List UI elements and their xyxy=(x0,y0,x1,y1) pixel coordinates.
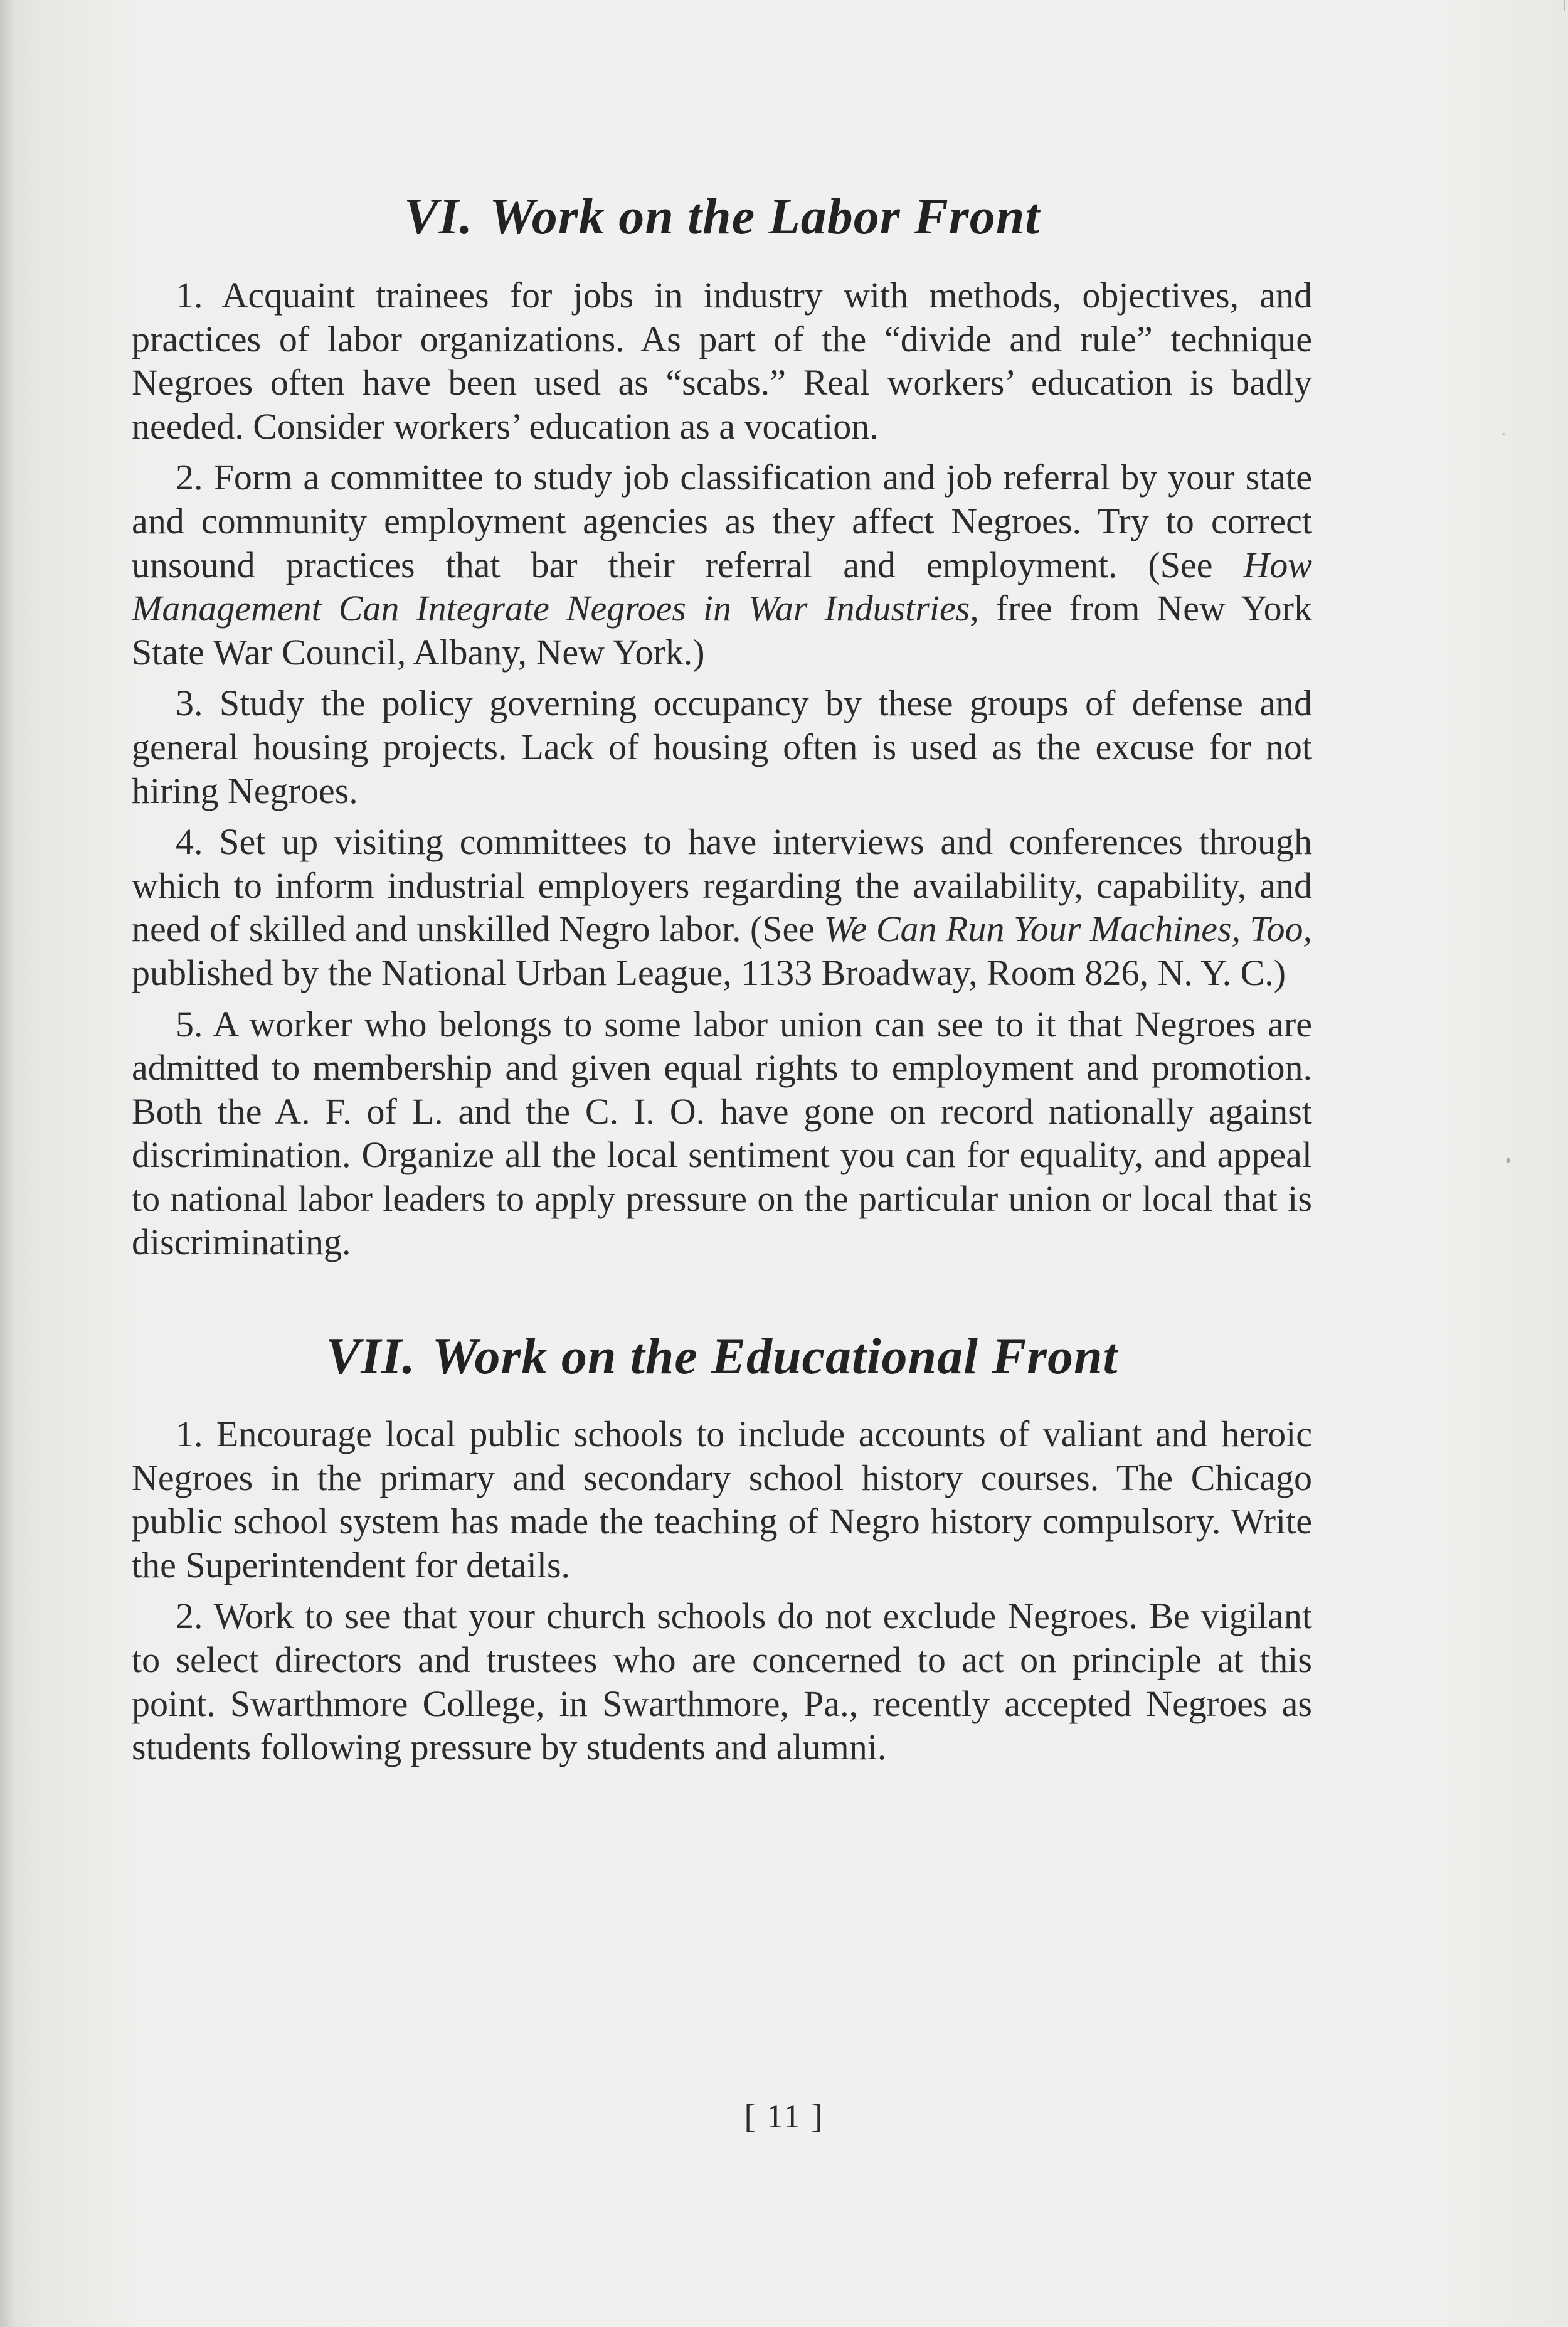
education-item-2: 2. Work to see that your church schools do not exclude Negroes. Be vigilant to select directors and trustees who are concerned to act on principle at this point. Swarthmore College, in Swarthmore, Pa., recently accepted Negroes as students following pressure by students and alumni. xyxy=(132,1595,1312,1768)
labor-item-5: 5. A worker who belongs to some labor union can see to it that Negroes are admitted to membership and given equal rights to employment and promotion. Both the A. F. of L. and the C. I. O. have gone on record nationally against discrimination. Organize all the local sentiment you can for equality, and appeal to national labor leaders to apply pressure on the particular union or local that is discriminating. xyxy=(132,1003,1312,1263)
labor-item-3: 3. Study the policy governing occupancy by these groups of defense and general housing projects. Lack of housing often is used as the excuse for not hiring Negroes. xyxy=(132,683,1312,811)
labor-item-4: 4. Set up visiting committees to have interviews and conferences through which to inform industrial employers regarding the availability, capability, and need of skilled and unskilled Negro labor. (See We Can Run Your Machines, Too, published by the National Urban League, 1133 Broadway, Room 826, N. Y. C.) xyxy=(132,821,1312,993)
section-heading-labor-front xyxy=(132,182,1312,251)
section-title: Work on the Educational Front xyxy=(432,1328,1118,1385)
page-number: [ 11 ] xyxy=(744,2097,824,2135)
publication-title: How Management Can Integrate Negroes in War Industries, xyxy=(132,544,1312,629)
section-heading-educational-front xyxy=(132,1322,1312,1391)
paper-speck xyxy=(1564,0,1565,11)
labor-item-1: 1. Acquaint trainees for jobs in industry with methods, objectives, and practices of labor organizations. As part of the “divide and rule” technique Negroes often have been used as “scabs.” Real workers’ education is badly needed. Consider workers’ education as a vocation. xyxy=(132,275,1312,447)
publication-title: We Can Run Your Machines, Too, xyxy=(824,908,1312,950)
section-numeral: VII. xyxy=(326,1328,416,1385)
binding-shadow xyxy=(0,0,14,2327)
section-numeral: VI. xyxy=(403,188,473,245)
education-item-1: 1. Encourage local public schools to include accounts of valiant and heroic Negroes in the primary and secondary school history courses. The Chicago public school system has made the teaching of Negro history compulsory. Write the Superintendent for details. xyxy=(132,1414,1312,1585)
section-title: Work on the Labor Front xyxy=(489,188,1041,245)
paper-speck xyxy=(1507,1158,1510,1163)
page-body xyxy=(132,182,1312,1769)
labor-item-2: 2. Form a committee to study job classification and job referral by your state and community employment agencies as they affect Negroes. Try to correct unsound practices that bar their referral and employment. (See How Management Can Integrate Negroes in War Industries, free from New York State War Council, Albany, New York.) xyxy=(132,457,1312,673)
paper-speck xyxy=(1502,433,1505,435)
